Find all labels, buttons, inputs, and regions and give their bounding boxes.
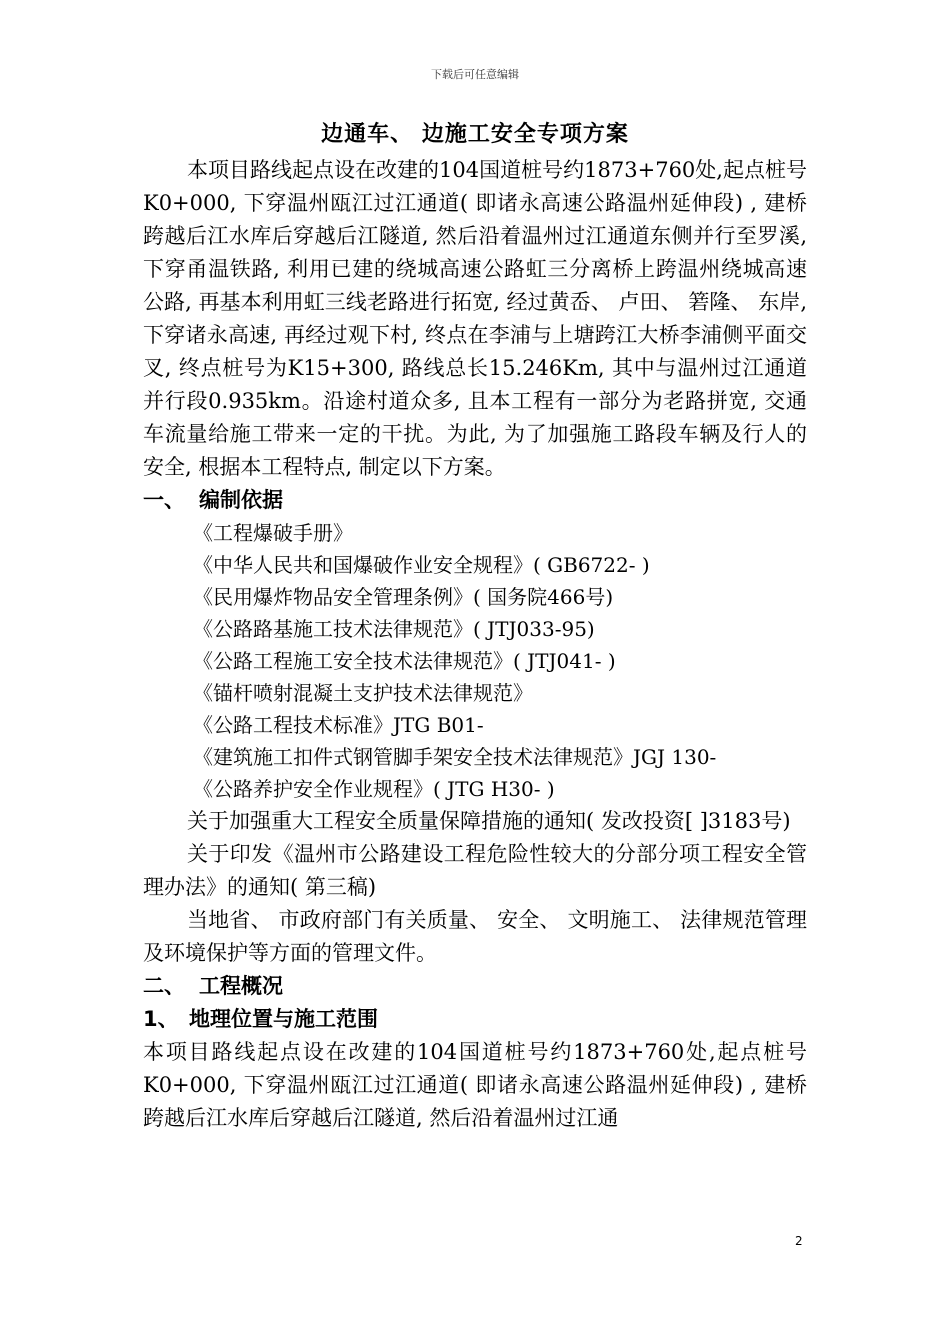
section-title: 编制依据 xyxy=(199,488,283,512)
reference-item: 《公路工程技术标准》JTG B01- xyxy=(193,713,484,737)
section-heading-overview xyxy=(143,970,807,1003)
section-title: 工程概况 xyxy=(199,974,283,998)
location-paragraph: 本项目路线起点设在改建的104国道桩号约1873+760处,起点桩号K0+000, 下穿温州瓯江过江通道( 即诸永高速公路温州延伸段) , 建桥跨越后江水库后穿越后江隧道, 然后沿着温州过江通 xyxy=(143,1040,807,1130)
section-heading-basis xyxy=(143,484,807,517)
subsection-heading-location xyxy=(143,1003,807,1036)
reference-item: 《公路工程施工安全技术法律规范》( JTJ041- ) xyxy=(193,649,616,673)
reference-item: 《民用爆炸物品安全管理条例》( 国务院466号) xyxy=(193,585,614,609)
reference-item: 《工程爆破手册》 xyxy=(193,521,353,545)
section-number: 一、 xyxy=(143,488,185,512)
intro-paragraph: 本项目路线起点设在改建的104国道桩号约1873+760处,起点桩号K0+000, 下穿温州瓯江过江通道( 即诸永高速公路温州延伸段) , 建桥跨越后江水库后穿越后江隧道, 然后沿着温州过江通道东侧并行至罗溪, 下穿甬温铁路, 利用已建的绕城高速公路虹三分离桥上跨温州绕城高速公路, 再基本利用虹三线老路进行拓宽, 经过黄岙、 卢田、 箬隆、 东岸, 下穿诸永高速, 再经过观下村, 终点在李浦与上塘跨江大桥李浦侧平面交叉, 终点桩号为K15+300, 路线总长15.246Km, 其中与温州过江通道并行段0.935km。沿途村道众多, 且本工程有一部分为老路拼宽, 交通车流量给施工带来一定的干扰。为此, 为了加强施工路段车辆及行人的安全, 根据本工程特点, 制定以下方案。 xyxy=(143,158,807,479)
reference-item: 《建筑施工扣件式钢管脚手架安全技术法律规范》JGJ 130- xyxy=(193,745,717,769)
subsection-number: 1、 xyxy=(143,1007,179,1031)
reference-item: 《锚杆喷射混凝土支护技术法律规范》 xyxy=(193,681,533,705)
notice-paragraph: 当地省、 市政府部门有关质量、 安全、 文明施工、 法律规范管理及环境保护等方面的管理文件。 xyxy=(143,908,807,965)
notice-paragraph: 关于加强重大工程安全质量保障措施的通知( 发改投资[ ]3183号) xyxy=(187,809,791,833)
notice-paragraph: 关于印发《温州市公路建设工程危险性较大的分部分项工程安全管理办法》的通知( 第三稿) xyxy=(143,842,807,899)
subsection-title: 地理位置与施工范围 xyxy=(189,1007,378,1031)
document-body xyxy=(143,116,807,1135)
page-header-note: 下载后可任意编辑 xyxy=(431,68,519,81)
document-title: 边通车、 边施工安全专项方案 xyxy=(321,122,629,147)
reference-item: 《中华人民共和国爆破作业安全规程》( GB6722- ) xyxy=(193,553,650,577)
reference-item: 《公路养护安全作业规程》( JTG H30- ) xyxy=(193,777,555,801)
page-number: 2 xyxy=(795,1234,803,1248)
reference-item: 《公路路基施工技术法律规范》( JTJ033-95) xyxy=(193,617,595,641)
section-number: 二、 xyxy=(143,974,185,998)
